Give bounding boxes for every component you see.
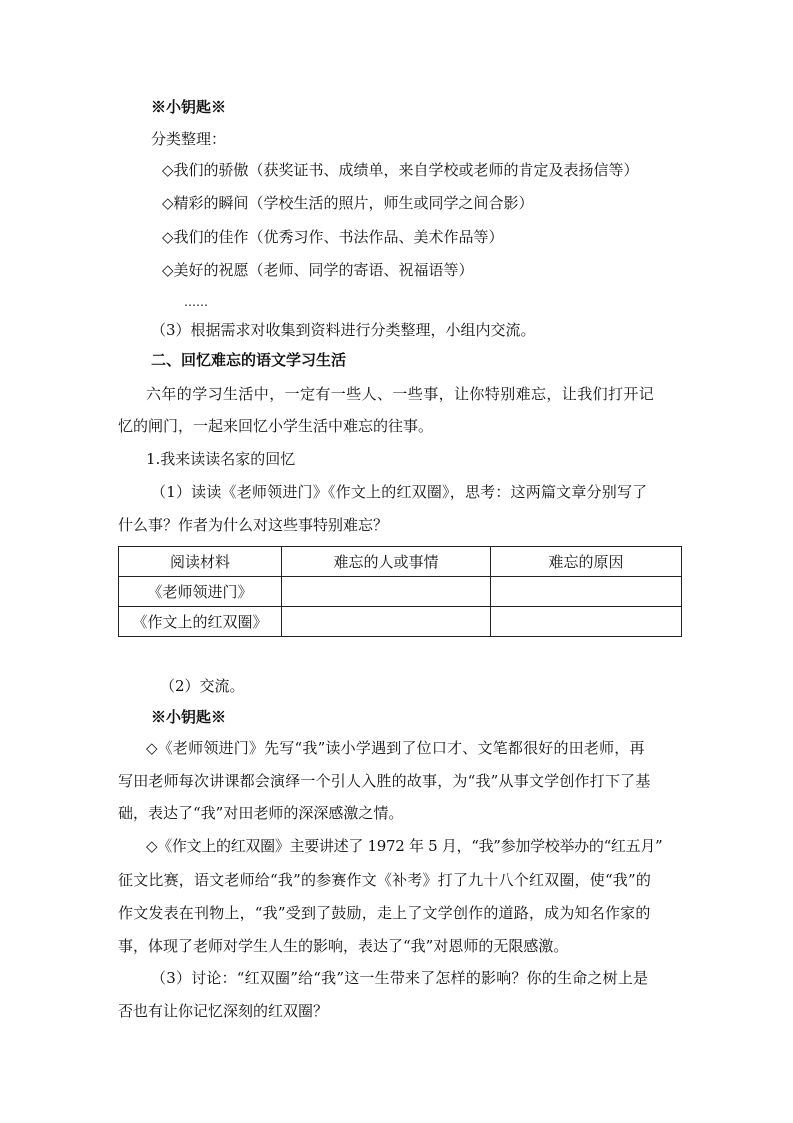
- table-cell: 《老师领进门》: [119, 577, 282, 607]
- intro-line: 忆的闸门，一起来回忆小学生活中难忘的往事。: [118, 417, 434, 435]
- tip-a-line: ◇《老师领进门》先写“我”读小学遇到了位口才、文笔都很好的田老师，再: [146, 739, 645, 757]
- task-2: （2）交流。: [160, 677, 245, 695]
- table-header-row: [119, 547, 682, 577]
- table-cell: [282, 607, 491, 637]
- task-1-line: （1）读读《老师领进门》《作文上的红双圈》，思考：这两篇文章分别写了: [151, 483, 648, 501]
- subheading-1: 1.我来读读名家的回忆: [146, 450, 296, 468]
- table-cell: [282, 577, 491, 607]
- tips-heading-2: ※小钥匙※: [151, 708, 227, 726]
- table-row: [119, 607, 682, 637]
- section-2-title: 二、回忆难忘的语文学习生活: [151, 351, 347, 369]
- tip-b-line: 征文比赛，语文老师给“我”的参赛作文《补考》打了九十八个红双圈，使“我”的: [118, 871, 652, 889]
- tip-a-line: 础，表达了“我”对田老师的深深感激之情。: [118, 804, 404, 822]
- tip-b-line: 事，体现了老师对学生人生的影响，表达了“我”对恩师的无限感激。: [118, 937, 569, 955]
- reading-table: [118, 546, 682, 637]
- classify-item: ◇我们的骄傲（获奖证书、成绩单，来自学校或老师的肯定及表扬信等）: [162, 161, 639, 179]
- table-cell: 《作文上的红双圈》: [119, 607, 282, 637]
- table-header-cell: 阅读材料: [119, 547, 282, 577]
- ellipsis: ……: [184, 295, 208, 309]
- task-3-line: 否也有让你记忆深刻的红双圈？: [118, 1002, 329, 1020]
- classify-item: ◇美好的祝愿（老师、同学的寄语、祝福语等）: [162, 261, 474, 279]
- tip-b-line: 作文发表在刊物上，“我”受到了鼓励，走上了文学创作的道路，成为知名作家的: [118, 904, 651, 922]
- tips-heading-1: ※小钥匙※: [151, 98, 227, 116]
- table-row: [119, 577, 682, 607]
- table-header-cell: 难忘的人或事情: [282, 547, 491, 577]
- step-3: （3）根据需求对收集到资料进行分类整理，小组内交流。: [151, 321, 536, 339]
- table-cell: [491, 577, 682, 607]
- classify-item: ◇精彩的瞬间（学校生活的照片，师生或同学之间合影）: [162, 194, 534, 212]
- table-cell: [491, 607, 682, 637]
- table-header-cell: 难忘的原因: [491, 547, 682, 577]
- task-3-line: （3）讨论：“红双圈”给“我”这一生带来了怎样的影响？你的生命之树上是: [151, 969, 649, 987]
- task-1-line: 什么事？作者为什么对这些事特别难忘？: [118, 516, 389, 534]
- tip-a-line: 写田老师每次讲课都会演绎一个引人入胜的故事，为“我”从事文学创作打下了基: [118, 772, 651, 790]
- classify-item: ◇我们的佳作（优秀习作、书法作品、美术作品等）: [162, 228, 504, 246]
- intro-line: 六年的学习生活中，一定有一些人、一些事，让你特别难忘，让我们打开记: [146, 385, 655, 403]
- classify-label: 分类整理：: [151, 130, 227, 148]
- tip-b-line: ◇《作文上的红双圈》主要讲述了 1972 年 5 月，“我”参加学校举办的“红五月”: [146, 837, 663, 855]
